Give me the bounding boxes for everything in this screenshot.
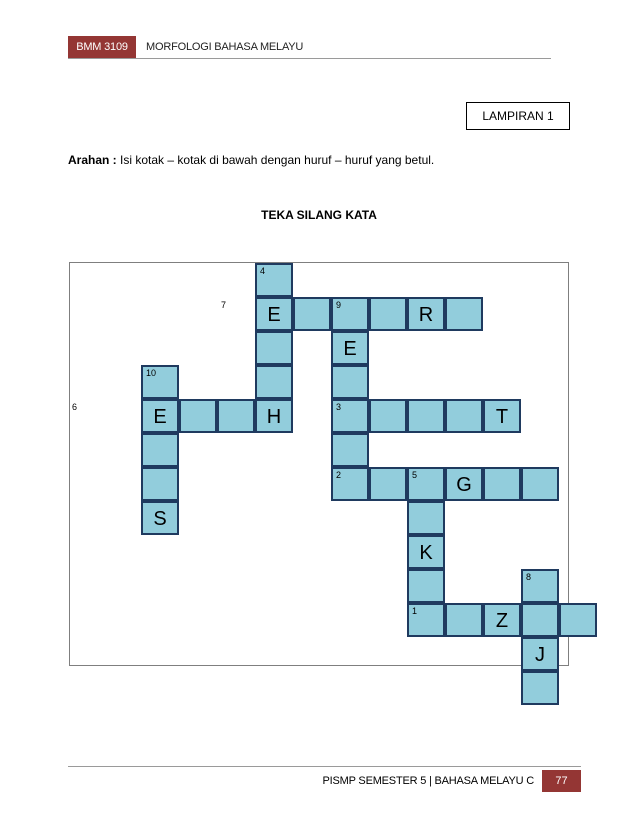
crossword-cell[interactable] xyxy=(255,297,293,331)
crossword-cell[interactable] xyxy=(407,501,445,535)
crossword-cell[interactable] xyxy=(407,297,445,331)
crossword-cell[interactable] xyxy=(407,467,445,501)
instruction-text xyxy=(68,152,434,168)
cell-letter: Z xyxy=(495,610,509,632)
crossword-cell[interactable] xyxy=(445,297,483,331)
header-course-code: BMM 3109 xyxy=(68,36,136,58)
crossword-cell[interactable] xyxy=(255,263,293,297)
clue-number: 9 xyxy=(336,300,342,310)
cell-letter: K xyxy=(419,542,433,564)
crossword-cell[interactable] xyxy=(521,569,559,603)
crossword-cell[interactable] xyxy=(293,297,331,331)
header-divider xyxy=(68,58,551,59)
lampiran-box: LAMPIRAN 1 xyxy=(466,102,570,130)
cell-letter: R xyxy=(418,304,434,326)
crossword-cell[interactable] xyxy=(141,433,179,467)
clue-number: 8 xyxy=(526,572,532,582)
crossword-cell[interactable] xyxy=(141,501,179,535)
crossword-cell[interactable] xyxy=(445,399,483,433)
crossword-grid xyxy=(69,262,569,666)
footer-text: PISMP SEMESTER 5 | BAHASA MELAYU C xyxy=(322,775,534,787)
header-course-title: MORFOLOGI BAHASA MELAYU xyxy=(146,41,304,53)
cell-letter: S xyxy=(153,508,167,530)
page-number: 77 xyxy=(542,770,581,792)
crossword-cell[interactable] xyxy=(483,399,521,433)
crossword-cell[interactable] xyxy=(141,399,179,433)
crossword-cell[interactable] xyxy=(331,297,369,331)
clue-number: 2 xyxy=(336,470,342,480)
crossword-cell[interactable] xyxy=(483,603,521,637)
clue-number: 7 xyxy=(221,300,227,310)
crossword-cell[interactable] xyxy=(141,467,179,501)
cell-letter: G xyxy=(456,474,472,496)
crossword-cell[interactable] xyxy=(407,569,445,603)
crossword-cell[interactable] xyxy=(521,467,559,501)
crossword-cell[interactable] xyxy=(255,399,293,433)
crossword-cell[interactable] xyxy=(255,365,293,399)
cell-letter: T xyxy=(495,406,509,428)
instruction-label: Arahan : xyxy=(68,153,117,167)
crossword-cell[interactable] xyxy=(445,603,483,637)
cell-letter: E xyxy=(343,338,357,360)
crossword-cell[interactable] xyxy=(369,297,407,331)
crossword-cell[interactable] xyxy=(407,603,445,637)
clue-number: 6 xyxy=(72,402,78,412)
clue-number: 5 xyxy=(412,470,418,480)
crossword-cell[interactable] xyxy=(521,671,559,705)
crossword-cell[interactable] xyxy=(369,467,407,501)
crossword-cell[interactable] xyxy=(331,399,369,433)
cell-letter: E xyxy=(267,304,281,326)
crossword-cell[interactable] xyxy=(407,399,445,433)
crossword-cell[interactable] xyxy=(141,365,179,399)
instruction-body: Isi kotak – kotak di bawah dengan huruf – huruf yang betul. xyxy=(120,153,435,167)
cell-letter: H xyxy=(266,406,282,428)
crossword-cell[interactable] xyxy=(445,467,483,501)
crossword-cell[interactable] xyxy=(521,637,559,671)
crossword-cell[interactable] xyxy=(559,603,597,637)
cell-letter: J xyxy=(535,644,545,666)
clue-number: 1 xyxy=(412,606,418,616)
crossword-cell[interactable] xyxy=(331,433,369,467)
crossword-cell[interactable] xyxy=(369,399,407,433)
clue-number: 3 xyxy=(336,402,342,412)
crossword-cell[interactable] xyxy=(255,331,293,365)
crossword-cell[interactable] xyxy=(407,535,445,569)
crossword-cell[interactable] xyxy=(331,365,369,399)
footer-divider xyxy=(68,766,581,767)
clue-number: 4 xyxy=(260,266,266,276)
puzzle-title: TEKA SILANG KATA xyxy=(261,208,377,222)
crossword-cell[interactable] xyxy=(179,399,217,433)
crossword-cell[interactable] xyxy=(331,467,369,501)
cell-letter: E xyxy=(153,406,167,428)
crossword-cell[interactable] xyxy=(217,399,255,433)
clue-number: 10 xyxy=(146,368,157,378)
crossword-cell[interactable] xyxy=(483,467,521,501)
crossword-cell[interactable] xyxy=(331,331,369,365)
crossword-cell[interactable] xyxy=(521,603,559,637)
